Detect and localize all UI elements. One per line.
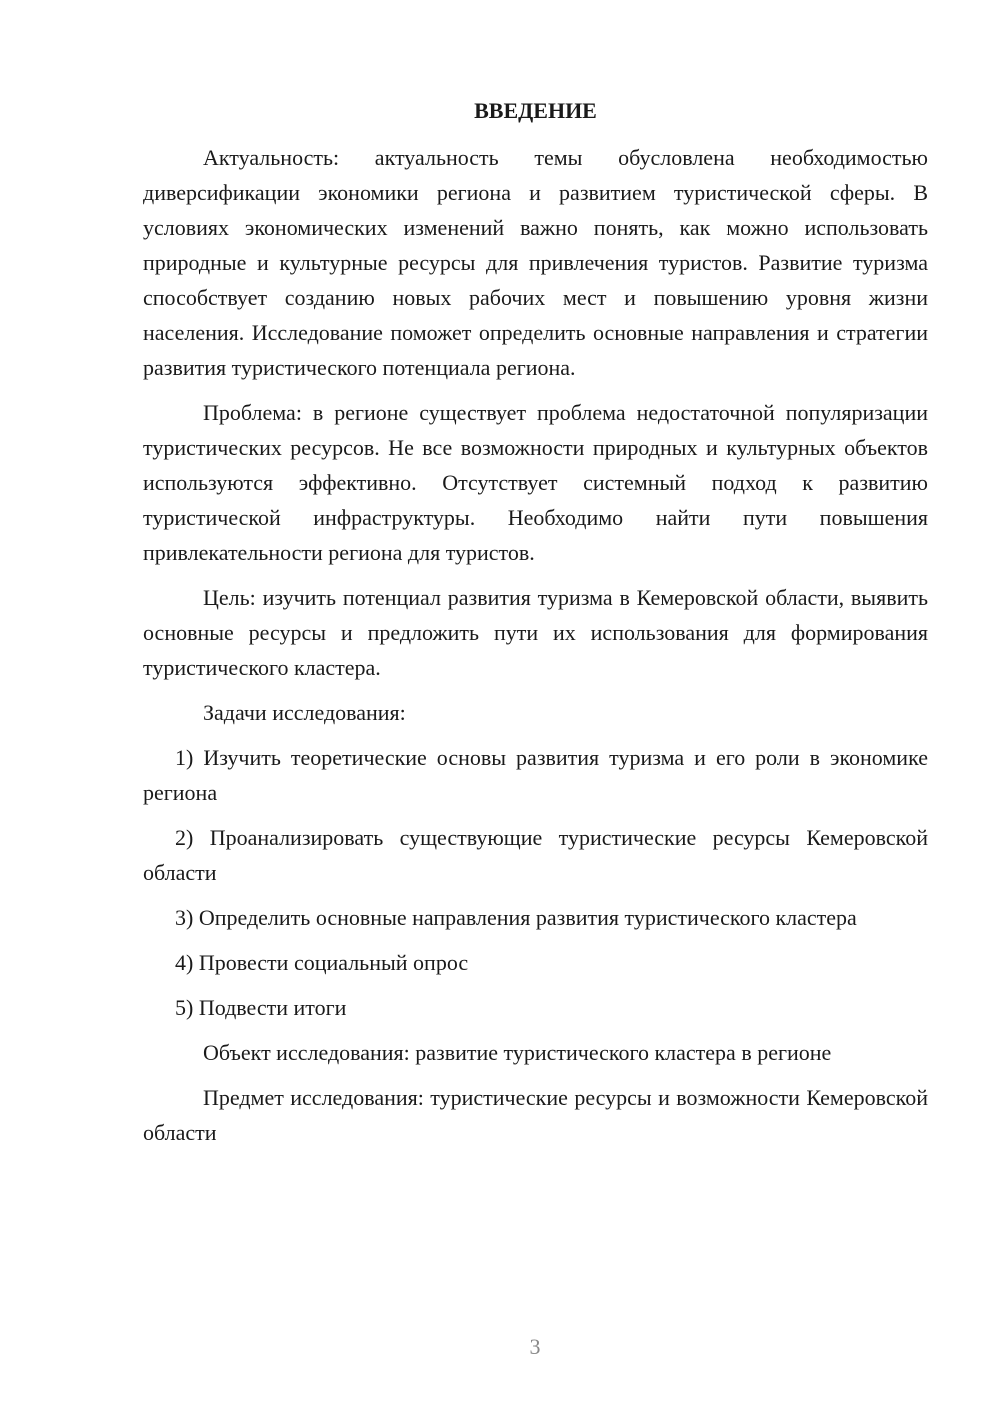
research-object: Объект исследования: развитие туристического кластера в регионе bbox=[203, 1040, 832, 1065]
problem-paragraph: Проблема: в регионе существует проблема недостаточной популяризации туристических ресурсов. Не все возможности природных и культурных объектов используются эффективно. Отсутствует системный подход к развитию туристической инфраструктуры. Необходимо найти пути повышения привлекательности региона для туристов. bbox=[143, 400, 928, 565]
relevance-paragraph: Актуальность: актуальность темы обусловлена необходимостью диверсификации экономики региона и развитием туристической сферы. В условиях экономических изменений важно понять, как можно использовать природные и культурные ресурсы для привлечения туристов. Развитие туризма способствует созданию новых рабочих мест и повышению уровня жизни населения. Исследование поможет определить основные направления и стратегии развития туристического потенциала региона. bbox=[143, 145, 928, 380]
task-item-3: 3) Определить основные направления развития туристического кластера bbox=[175, 905, 857, 930]
page-content bbox=[143, 96, 928, 1160]
research-subject: Предмет исследования: туристические ресурсы и возможности Кемеровской области bbox=[143, 1085, 928, 1145]
task-item-1: 1) Изучить теоретические основы развития туризма и его роли в экономике региона bbox=[143, 745, 928, 805]
task-item-2: 2) Проанализировать существующие туристические ресурсы Кемеровской области bbox=[143, 825, 928, 885]
section-title: ВВЕДЕНИЕ bbox=[474, 98, 597, 123]
task-item-4: 4) Провести социальный опрос bbox=[175, 950, 469, 975]
tasks-heading: Задачи исследования: bbox=[203, 700, 406, 725]
task-item-5: 5) Подвести итоги bbox=[175, 995, 347, 1020]
page-number: 3 bbox=[529, 1334, 541, 1359]
goal-paragraph: Цель: изучить потенциал развития туризма в Кемеровской области, выявить основные ресурсы и предложить пути их использования для формирования туристического кластера. bbox=[143, 585, 928, 680]
